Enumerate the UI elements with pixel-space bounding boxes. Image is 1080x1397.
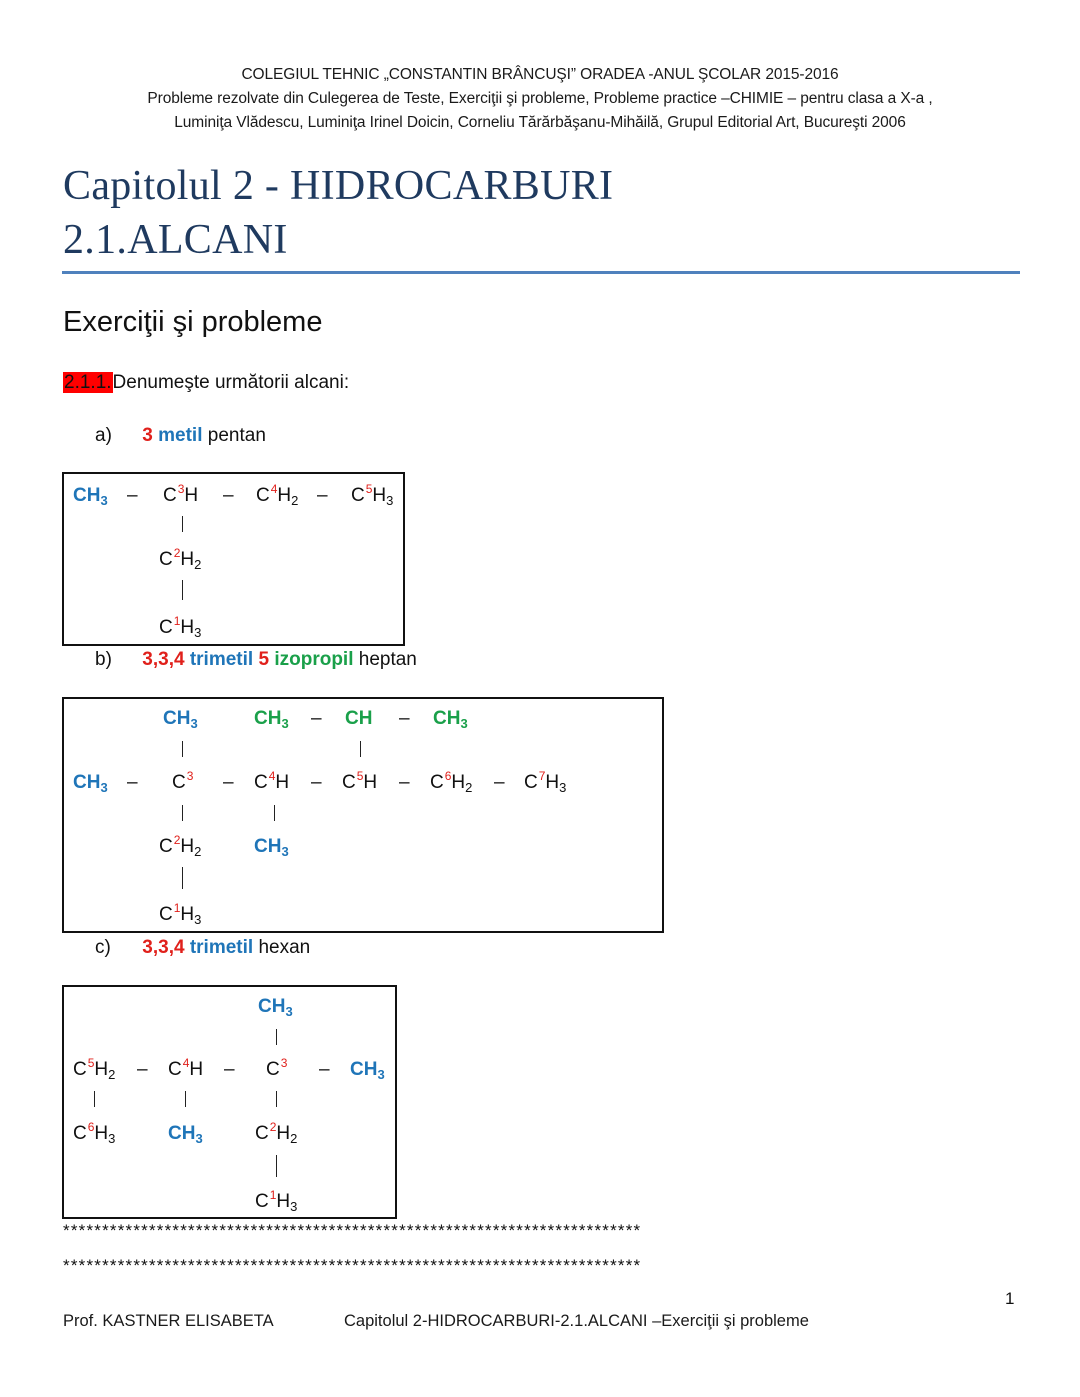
header-authors: Luminiţa Vlădescu, Luminiţa Irinel Doicin, Corneliu Tărărbăşanu-Mihăilă, Grupul Editorial Art, Bucureşti 2006	[174, 114, 906, 131]
atom-ch3-methyl: $CH_3$	[168, 1123, 203, 1146]
bond-vertical	[182, 741, 183, 757]
atom-c4: $C^4H_2$	[256, 482, 299, 508]
section-title: 2.1.ALCANI	[63, 217, 288, 263]
atom-ch3: $CH_3$	[73, 772, 108, 795]
exercise-prompt: Denumeşte următorii alcani:	[112, 372, 350, 393]
header-school: COLEGIUL TEHNIC „CONSTANTIN BRÂNCUŞI” ORADEA -ANUL ŞCOLAR 2015-2016	[241, 66, 839, 83]
atom-c3: $C^3H$	[163, 482, 199, 506]
bond-vertical	[276, 1029, 277, 1045]
atom-c2: $C^2H_2$	[255, 1120, 298, 1146]
structure-c-box: $CH_3$ $C^5H_2$ – $C^4H$ – $C^3$ – $CH_3$ $C^6H_3$ $CH_3$ $C^2H_2$ $C^1H_3$	[62, 985, 397, 1219]
page-number: 1	[1005, 1289, 1015, 1308]
atom-c1: $C^1H_3$	[255, 1188, 298, 1214]
atom-c2: $C^2H_2$	[159, 833, 202, 859]
item-b-name: b) 3,3,4 trimetil 5 izopropil heptan	[95, 649, 417, 670]
bond-vertical	[185, 1091, 186, 1107]
item-a-name: a) 3 metil pentan	[95, 425, 266, 446]
bond-vertical	[360, 741, 361, 757]
atom-c4: $C^4H$	[254, 769, 290, 793]
chapter-title: Capitolul 2 - HIDROCARBURI	[63, 163, 614, 209]
atom-c4: $C^4H$	[168, 1056, 204, 1080]
atom-c1: $C^1H_3$	[159, 614, 202, 640]
bond-vertical	[182, 805, 183, 821]
atom-ch3-methyl: $CH_3$	[350, 1059, 385, 1082]
atom-ch3-methyl: $CH_3$	[258, 996, 293, 1019]
item-c-name: c) 3,3,4 trimetil hexan	[95, 937, 311, 958]
atom-c7: $C^7H_3$	[524, 769, 567, 795]
subsection-heading: Exerciţii şi probleme	[63, 306, 323, 338]
atom-ch3: $CH_3$	[73, 485, 108, 508]
atom-ch3-isopropyl: $CH_3$	[433, 708, 468, 731]
bond-vertical	[276, 1155, 277, 1177]
atom-c6: $C^6H_3$	[73, 1120, 116, 1146]
atom-c3: $C^3$	[266, 1056, 288, 1080]
atom-c6: $C^6H_2$	[430, 769, 473, 795]
atom-ch3-methyl: $CH_3$	[163, 708, 198, 731]
atom-c2: $C^2H_2$	[159, 546, 202, 572]
bond-vertical	[276, 1091, 277, 1107]
exercise-heading	[63, 372, 349, 394]
bond-vertical	[94, 1091, 95, 1107]
atom-ch3-methyl: $CH_3$	[254, 836, 289, 859]
atom-ch-isopropyl: CH	[345, 708, 373, 729]
atom-c5: $C^5H_3$	[351, 482, 394, 508]
bond-vertical	[274, 805, 275, 821]
atom-ch3-isopropyl: $CH_3$	[254, 708, 289, 731]
header-source: Probleme rezolvate din Culegerea de Teste, Exerciţii şi probleme, Probleme practice –CHIMIE – pentru clasa a X-a ,	[147, 90, 933, 107]
atom-c5: $C^5H$	[342, 769, 378, 793]
atom-c5: $C^5H_2$	[73, 1056, 116, 1082]
separator-stars: **************************************************************************	[63, 1221, 642, 1240]
structure-b-box: $CH_3$ $CH_3$ – CH – $CH_3$ $CH_3$ – $C^3$ – $C^4H$ – $C^5H$ – $C^6H_2$ – $C^7H_3$ $C^2H_2$ $CH_3$ $C^1H_3$	[62, 697, 664, 933]
title-divider	[62, 271, 1020, 274]
exercise-number: 2.1.1.	[64, 372, 112, 393]
atom-c1: $C^1H_3$	[159, 901, 202, 927]
atom-c3: $C^3$	[172, 769, 194, 793]
footer-title: Capitolul 2-HIDROCARBURI-2.1.ALCANI –Exerciţii şi probleme	[344, 1312, 809, 1330]
bond-vertical	[182, 867, 183, 889]
separator-stars: **************************************************************************	[63, 1256, 642, 1275]
bond-vertical	[182, 580, 183, 600]
structure-a-box: $CH_3$ – $C^3H$ – $C^4H_2$ – $C^5H_3$ $C^2H_2$ $C^1H_3$	[62, 472, 405, 646]
footer-author: Prof. KASTNER ELISABETA	[63, 1312, 274, 1330]
bond-vertical	[182, 516, 183, 532]
